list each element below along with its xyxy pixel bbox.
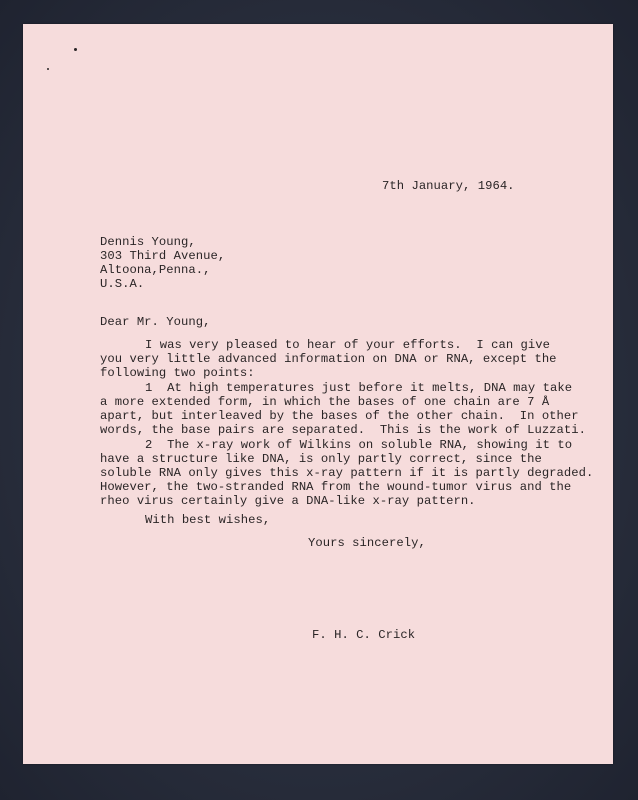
signature: F. H. C. Crick — [312, 628, 416, 642]
body-line: apart, but interleaved by the bases of the other chain. In other — [100, 409, 579, 423]
body-line: However, the two-stranded RNA from the wound-tumor virus and the — [100, 480, 572, 494]
closing: Yours sincerely, — [308, 536, 426, 550]
body-line: following two points: — [100, 366, 255, 380]
letter-date: 7th January, 1964. — [382, 179, 515, 193]
body-line: a more extended form, in which the bases of one chain are 7 Å — [100, 395, 550, 409]
body-line: have a structure like DNA, is only partly correct, since the — [100, 452, 542, 466]
closing-wishes: With best wishes, — [145, 513, 271, 527]
salutation: Dear Mr. Young, — [100, 315, 211, 329]
body-line: 1 At high temperatures just before it melts, DNA may take — [145, 381, 573, 395]
body-line: 2 The x-ray work of Wilkins on soluble RNA, showing it to — [145, 438, 573, 452]
body-line: soluble RNA only gives this x-ray pattern if it is partly degraded. — [100, 466, 594, 480]
address-line: U.S.A. — [100, 277, 145, 291]
body-line: you very little advanced information on DNA or RNA, except the — [100, 352, 557, 366]
address-line: Dennis Young, — [100, 235, 196, 249]
letter-page — [23, 24, 613, 764]
paper-speck — [74, 48, 77, 51]
body-line: rheo virus certainly give a DNA-like x-ray pattern. — [100, 494, 476, 508]
body-line: I was very pleased to hear of your efforts. I can give — [145, 338, 551, 352]
paper-speck — [47, 68, 49, 70]
address-line: 303 Third Avenue, — [100, 249, 226, 263]
body-line: words, the base pairs are separated. This is the work of Luzzati. — [100, 423, 587, 437]
address-line: Altoona,Penna., — [100, 263, 211, 277]
